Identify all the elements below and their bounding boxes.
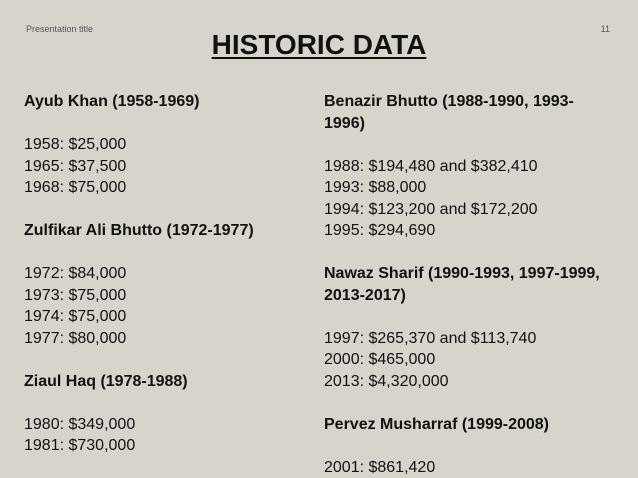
amount-line: 1965: $37,500 — [24, 157, 127, 175]
amount-line: 1977: $80,000 — [24, 329, 127, 347]
amount-line: 2000: $465,000 — [324, 351, 436, 368]
leader-heading: Ayub Khan (1958-1969) — [24, 93, 200, 110]
right-column — [324, 91, 624, 478]
leader-section-zulfikar-ali-bhutto — [24, 220, 314, 349]
amount-line: 1994: $123,200 and $172,200 — [324, 200, 538, 218]
amount-line: 1981: $730,000 — [24, 437, 136, 454]
slide-heading: HISTORIC DATA — [211, 29, 427, 60]
leader-heading: Nawaz Sharif (1990-1993, 1997-1999, — [324, 265, 600, 282]
presentation-title: Presentation title — [26, 24, 94, 34]
leader-section-ziaul-haq — [24, 371, 314, 457]
amount-line: 2001: $861,420 — [324, 458, 436, 476]
amount-line: 1972: $84,000 — [24, 265, 127, 282]
amount-line: 1995: $294,690 — [324, 222, 436, 239]
leader-heading-continued: 1996) — [324, 114, 365, 132]
leader-heading: Zulfikar Ali Bhutto (1972-1977) — [24, 222, 254, 239]
amount-line: 1968: $75,000 — [24, 179, 127, 196]
leader-heading: Pervez Musharraf (1999-2008) — [324, 415, 550, 433]
leader-heading: Benazir Bhutto (1988-1990, 1993- — [324, 93, 574, 110]
amount-line: 1993: $88,000 — [324, 179, 427, 196]
amount-line: 1973: $75,000 — [24, 286, 127, 304]
amount-line: 1980: $349,000 — [24, 415, 136, 433]
leader-section-nawaz-sharif — [324, 263, 624, 392]
leader-section-benazir-bhutto — [324, 91, 624, 242]
left-column — [24, 91, 314, 457]
amount-line: 2013: $4,320,000 — [324, 372, 449, 390]
amount-line: 1958: $25,000 — [24, 136, 127, 153]
amount-line: 1988: $194,480 and $382,410 — [324, 157, 538, 175]
leader-heading: Ziaul Haq (1978-1988) — [24, 372, 188, 390]
amount-line: 1997: $265,370 and $113,740 — [324, 329, 537, 347]
leader-heading-continued: 2013-2017) — [324, 286, 406, 304]
leader-section-ayub-khan — [24, 91, 314, 199]
page-number: 11 — [600, 24, 610, 34]
amount-line: 1974: $75,000 — [24, 308, 127, 325]
leader-section-pervez-musharraf — [324, 414, 624, 478]
